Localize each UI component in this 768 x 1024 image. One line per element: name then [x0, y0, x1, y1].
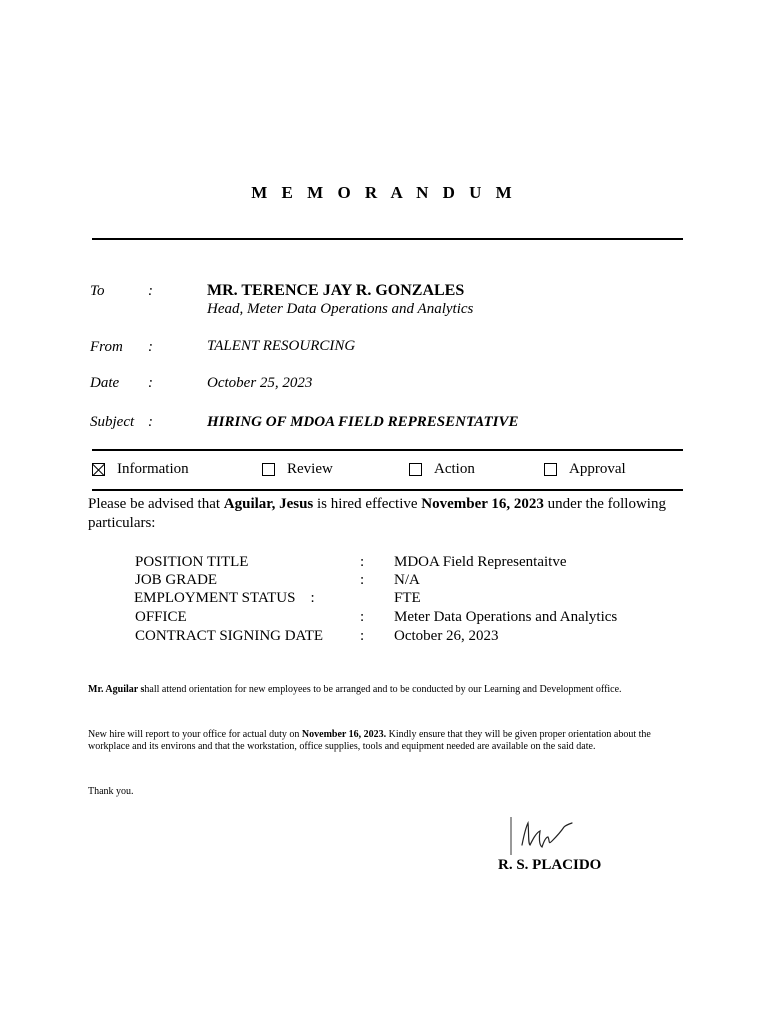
closing-thanks: Thank you. [88, 786, 134, 797]
title-divider [92, 238, 683, 240]
particular-colon: : [360, 628, 365, 644]
report-post: Kindly ensure that they will be given proper orientation about the workplace and its environs and that the workstation, office supplies, tools and equipment needed are available on the said date. [88, 729, 651, 752]
subject-value: HIRING OF MDOA FIELD REPRESENTATIVE [207, 414, 519, 430]
particular-colon: : [360, 609, 365, 625]
recipient-name: MR. TERENCE JAY R. GONZALES [207, 282, 465, 299]
particular-value: Meter Data Operations and Analytics [394, 609, 618, 625]
checkbox-review[interactable] [262, 460, 333, 478]
from-colon: : [148, 339, 153, 355]
hire-name: Aguilar, Jesus [223, 496, 314, 512]
checkbox-information-label: Information [117, 460, 189, 477]
report-pre: New hire will report to your office for actual duty on [88, 729, 302, 740]
particular-label: JOB GRADE [135, 572, 218, 588]
empty-box-icon[interactable] [409, 463, 422, 476]
empty-box-icon[interactable] [262, 463, 275, 476]
particular-value: FTE [394, 590, 421, 606]
effective-date: November 16, 2023 [421, 496, 544, 512]
date-value: October 25, 2023 [207, 375, 313, 391]
particular-colon: : [360, 554, 365, 570]
intro-pre: Please be advised that [88, 496, 224, 512]
report-paragraph [88, 729, 688, 753]
particular-label: POSITION TITLE [135, 554, 249, 570]
intro-paragraph [88, 495, 688, 533]
orientation-text: hall attend orientation for new employees to be arranged and to be conducted by our Learning and Development office. [144, 684, 622, 695]
subject-colon: : [148, 414, 153, 430]
checkbox-approval-label: Approval [569, 460, 626, 477]
signatory-name: R. S. PLACIDO [498, 857, 602, 873]
particular-label: OFFICE [135, 609, 187, 625]
particular-label: EMPLOYMENT STATUS : [134, 590, 315, 606]
date-label: Date [90, 375, 120, 391]
checkbox-approval[interactable] [544, 460, 626, 478]
date-colon: : [148, 375, 153, 391]
checkbox-top-divider [92, 449, 683, 451]
checkbox-action[interactable] [409, 460, 475, 478]
checkbox-bottom-divider [92, 489, 683, 491]
subject-label: Subject [90, 414, 135, 430]
checkbox-review-label: Review [287, 460, 333, 477]
particular-value: MDOA Field Representaitve [394, 554, 567, 570]
report-date: November 16, 2023. [301, 729, 387, 740]
intro-mid: is hired effective [313, 496, 422, 512]
to-label: To [90, 283, 105, 299]
particular-value: October 26, 2023 [394, 628, 499, 644]
from-value: TALENT RESOURCING [207, 338, 356, 354]
particular-label: CONTRACT SIGNING DATE [135, 628, 324, 644]
particular-colon: : [360, 572, 365, 588]
checkbox-information[interactable] [92, 460, 189, 478]
particular-value: N/A [394, 572, 420, 588]
checked-box-icon[interactable] [92, 463, 105, 476]
orientation-bold: Mr. Aguilar s [88, 684, 145, 695]
recipient-position: Head, Meter Data Operations and Analytics [207, 301, 474, 317]
orientation-paragraph [88, 684, 688, 696]
to-colon: : [148, 283, 153, 299]
intro-post: under the following particulars: [88, 496, 666, 531]
checkbox-action-label: Action [434, 460, 475, 477]
memo-title: M E M O R A N D U M [251, 183, 517, 202]
empty-box-icon[interactable] [544, 463, 557, 476]
from-label: From [90, 339, 123, 355]
